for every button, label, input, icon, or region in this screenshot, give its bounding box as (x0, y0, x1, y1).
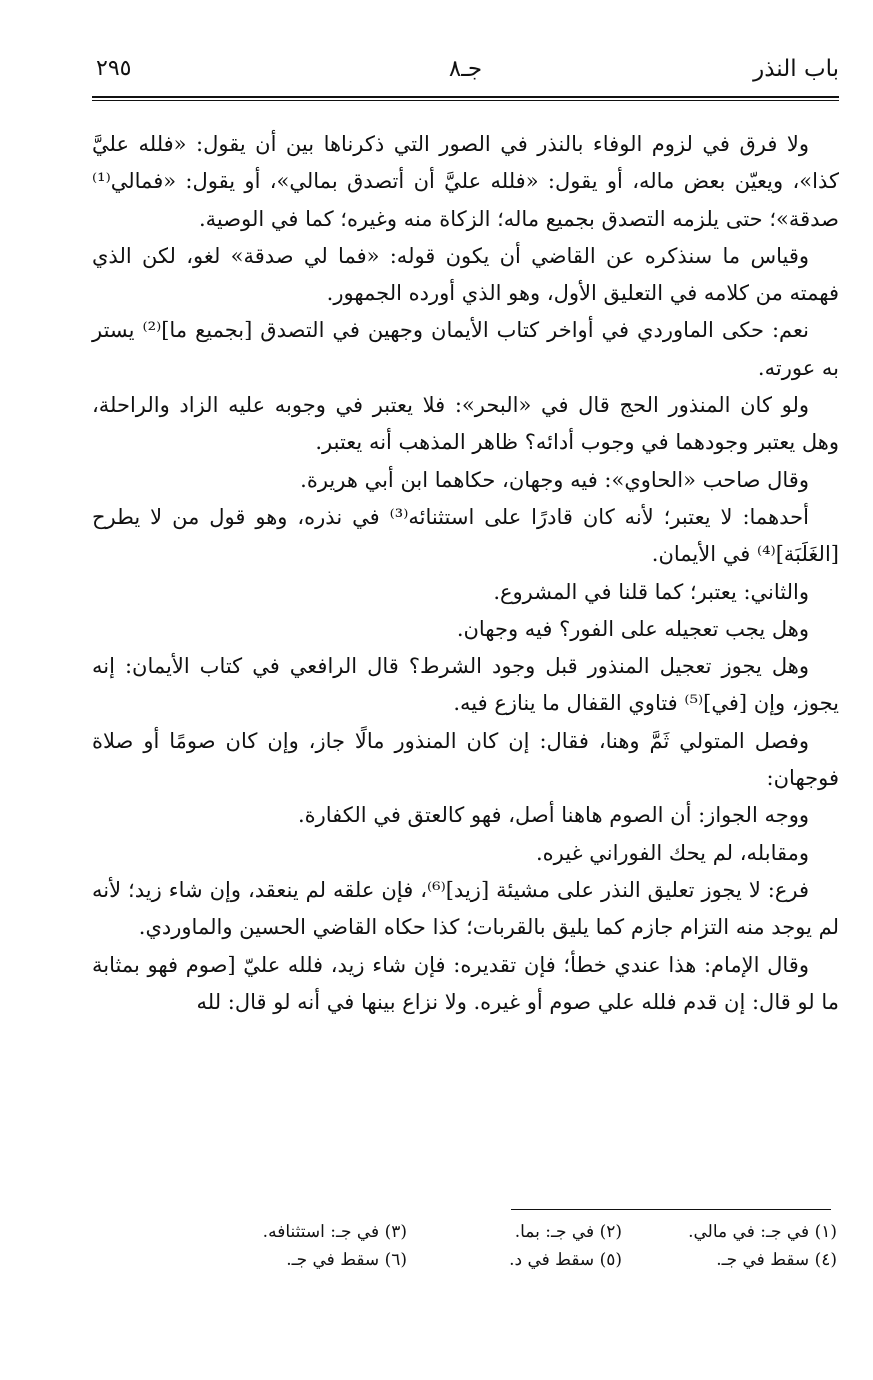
paragraph: ومقابله، لم يحك الفوراني غيره. (535, 840, 809, 865)
paragraph: وفصل المتولي ثَمَّ وهنا، فقال: إن كان المنذور مالًا جاز، وإن كان صومًا أو صلاة فوجهان: (92, 728, 839, 791)
footnote-rule (511, 1209, 831, 1210)
paragraph: وقال صاحب «الحاوي»: فيه وجهان، حكاهما ابن أبي هريرة. (300, 467, 809, 492)
footnote: (٤) سقط في جـ. (716, 1250, 837, 1270)
footnote-row (190, 1218, 837, 1246)
paragraph: وهل يجوز تعجيل المنذور قبل وجود الشرط؟ قال الرافعي في كتاب الأيمان: إنه يجوز، وإن [في]⁽⁵⁾ فتاوي القفال ما ينازع فيه. (92, 654, 839, 716)
footnote: (٦) سقط في جـ. (286, 1250, 407, 1270)
paragraph: وقياس ما سنذكره عن القاضي أن يكون قوله: «فما لي صدقة» لغو، لكن الذي فهمته من كلامه في التعليق الأول، وهو الذي أورده الجمهور. (92, 243, 839, 306)
paragraph: ولو كان المنذور الحج قال في «البحر»: فلا يعتبر في وجوبه عليه الزاد والراحلة، وهل يعتبر وجودهما في وجوب أدائه؟ ظاهر المذهب أنه يعتبر. (92, 393, 839, 455)
footnote: (٢) في جـ: بما. (514, 1222, 622, 1242)
paragraph: فرع: لا يجوز تعليق النذر على مشيئة [زيد]⁽⁶⁾، فإن علقه لم ينعقد، وإن شاء زيد؛ لأنه لم يوجد منه التزام جازم كما يليق بالقربات؛ كذا حكاه القاضي الحسين والماوردي. (92, 877, 839, 940)
footnote: (٣) في جـ: استثنافه. (262, 1222, 407, 1242)
header-rule (92, 96, 839, 98)
page-header (92, 56, 839, 96)
footnote-row (190, 1246, 837, 1274)
paragraph: وقال الإمام: هذا عندي خطأ؛ فإن تقديره: فإن شاء زيد، فلله عليّ [صوم فهو بمثابة ما لو قال: إن قدم فلله علي صوم أو غيره. ولا نزاع بينها في أنه لو قال: لله (92, 952, 839, 1014)
page-number: ٢٩٥ (96, 56, 132, 81)
volume-label: جـ٨ (448, 56, 483, 82)
header-rule-thin (92, 100, 839, 101)
paragraph: نعم: حكى الماوردي في أواخر كتاب الأيمان وجهين في التصدق [بجميع ما]⁽²⁾ يستر به عورته. (92, 318, 839, 380)
paragraph: أحدهما: لا يعتبر؛ لأنه كان قادرًا على استثنائه⁽³⁾ في نذره، وهو قول من لا يطرح [الغَلَبَة]⁽⁴⁾ في الأيمان. (92, 504, 839, 567)
footnotes (190, 1218, 837, 1274)
main-text (92, 126, 839, 1021)
paragraph: والثاني: يعتبر؛ كما قلنا في المشروع. (493, 579, 809, 604)
paragraph: وهل يجب تعجيله على الفور؟ فيه وجهان. (456, 616, 809, 641)
paragraph: ولا فرق في لزوم الوفاء بالنذر في الصور التي ذكرناها بين أن يقول: «فلله عليَّ كذا»، ويعيّن بعض ماله، أو يقول: «فلله عليَّ أن أتصدق بمالي»، أو يقول: «فمالي⁽¹⁾ صدقة»؛ حتى يلزمه التصدق بجميع ماله؛ الزكاة منه وغيره؛ كما في الوصية. (92, 132, 839, 231)
chapter-title: باب النذر (753, 56, 839, 82)
footnote: (٥) سقط في د. (509, 1250, 622, 1270)
footnote: (١) في جـ: في مالي. (688, 1222, 837, 1242)
paragraph: ووجه الجواز: أن الصوم هاهنا أصل، فهو كالعتق في الكفارة. (297, 803, 809, 828)
